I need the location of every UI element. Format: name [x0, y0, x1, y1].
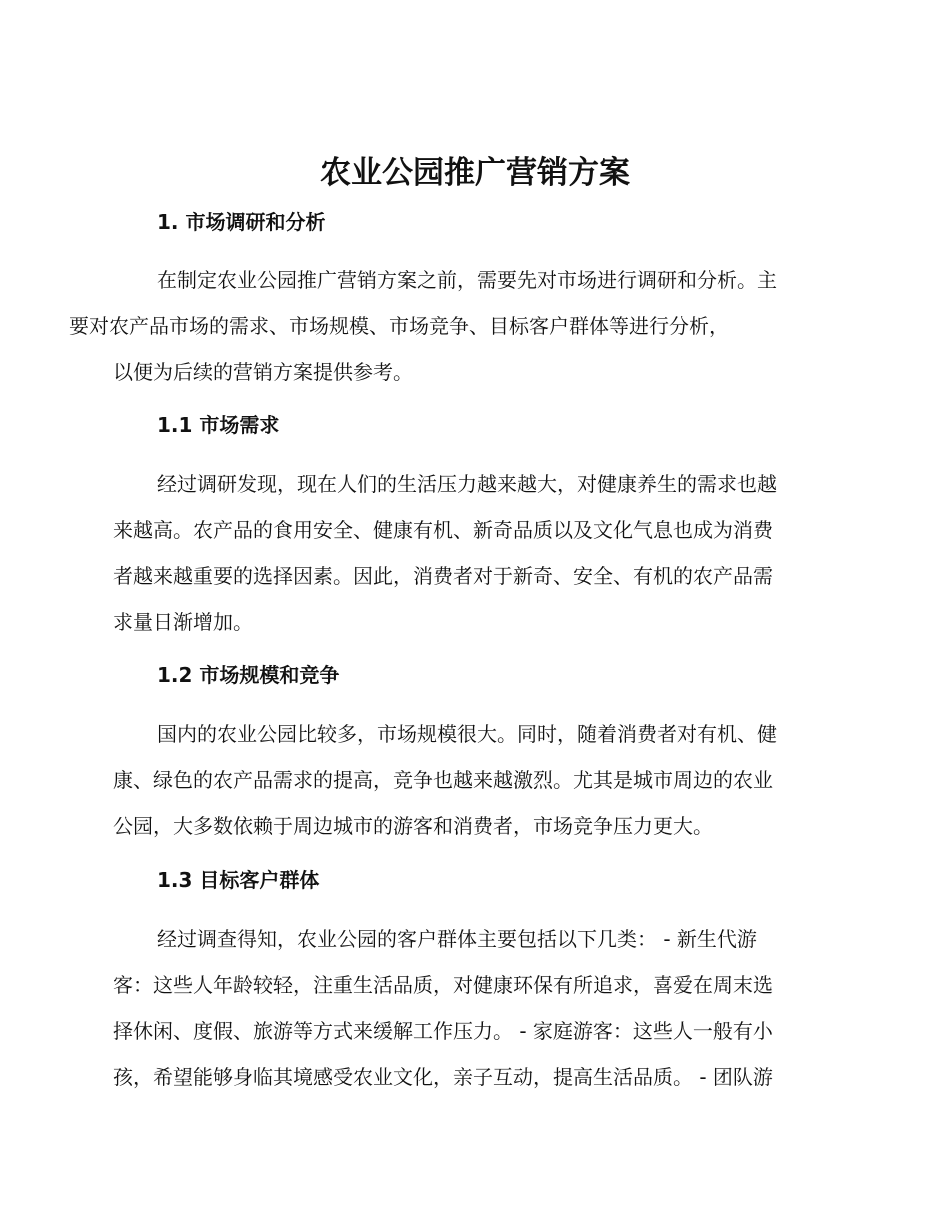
- section-paragraph-1-1: [113, 461, 833, 645]
- paragraph-line: 客：这些人年龄较轻，注重生活品质，对健康环保有所追求，喜爱在周末选: [113, 973, 773, 997]
- section-paragraph-1-2: [113, 711, 833, 849]
- paragraph-line: 国内的农业公园比较多，市场规模很大。同时，随着消费者对有机、健: [157, 722, 777, 746]
- paragraph-line: 康、绿色的农产品需求的提高，竞争也越来越激烈。尤其是城市周边的农业: [113, 768, 773, 792]
- paragraph-line: 公园，大多数依赖于周边城市的游客和消费者，市场竞争压力更大。: [113, 814, 713, 838]
- paragraph-line: 以便为后续的营销方案提供参考。: [113, 360, 413, 384]
- paragraph-line: 经过调查得知，农业公园的客户群体主要包括以下几类： - 新生代游: [157, 927, 757, 951]
- paragraph-line: 孩，希望能够身临其境感受农业文化，亲子互动，提高生活品质。 - 团队游: [113, 1065, 773, 1089]
- paragraph-line: 在制定农业公园推广营销方案之前，需要先对市场进行调研和分析。主: [157, 268, 777, 292]
- section-paragraph-1: [69, 257, 833, 395]
- paragraph-line: 来越高。农产品的食用安全、健康有机、新奇品质以及文化气息也成为消费: [113, 518, 773, 542]
- paragraph-line: 经过调研发现，现在人们的生活压力越来越大，对健康养生的需求也越: [157, 472, 777, 496]
- section-heading-1: 1. 市场调研和分析: [157, 210, 326, 234]
- paragraph-line: 者越来越重要的选择因素。因此，消费者对于新奇、安全、有机的农产品需: [113, 564, 773, 588]
- paragraph-line: 求量日渐增加。: [113, 610, 253, 634]
- document-title: 农业公园推广营销方案: [320, 155, 630, 191]
- section-heading-1-1: 1.1 市场需求: [157, 413, 280, 437]
- section-heading-1-3: 1.3 目标客户群体: [157, 868, 320, 892]
- section-heading-1-2: 1.2 市场规模和竞争: [157, 663, 340, 687]
- paragraph-line: 要对农产品市场的需求、市场规模、市场竞争、目标客户群体等进行分析，: [69, 314, 729, 338]
- section-paragraph-1-3: [113, 916, 833, 1100]
- paragraph-line: 择休闲、度假、旅游等方式来缓解工作压力。 - 家庭游客：这些人一般有小: [113, 1019, 773, 1043]
